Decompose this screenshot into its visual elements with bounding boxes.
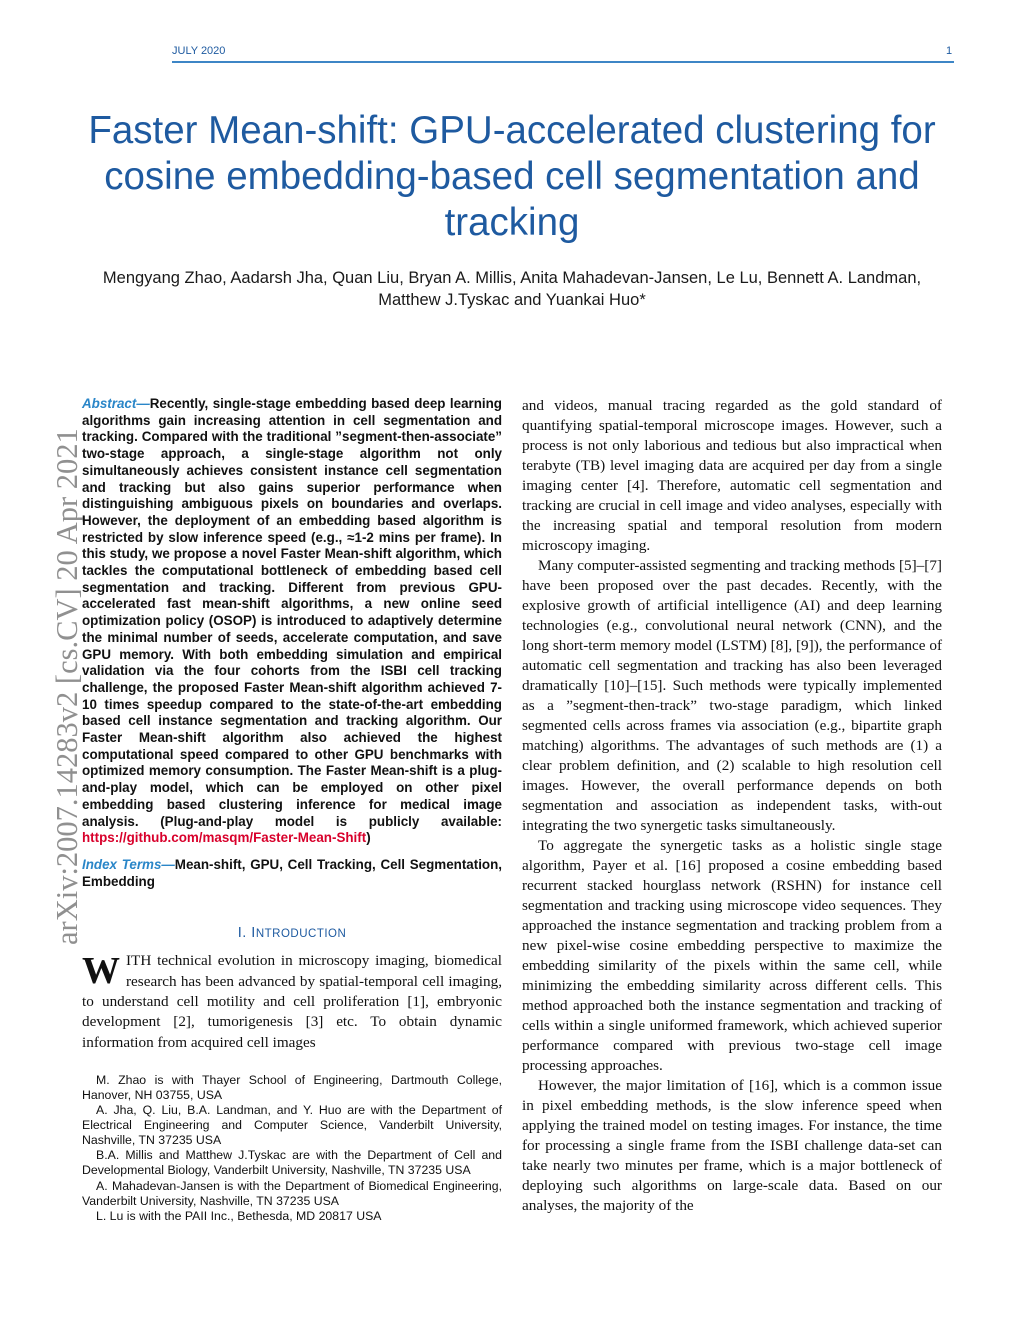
affiliation-footnotes [82,1073,502,1224]
left-column [82,396,502,1224]
abstract-text: Recently, single-stage embedding based deep learning algorithms gain increasing attention in cell segmentation and tracking. Compared with the traditional ”segment-then-associate” two-stage approach, a single-stage algorithm not only simultaneously achieves consistent instance cell segmentation and tracking but also gains superior performance when distinguishing ambiguous pixels on boundaries and overlaps. However, the deployment of an embedding based algorithm is restricted by slow inference speed (e.g., ≈1-2 mins per frame). In this study, we propose a novel Faster Mean-shift algorithm, which tackles the computational bottleneck of embedding based cell segmentation and tracking. Different from previous GPU-accelerated fast mean-shift algorithms, a new online seed optimization policy (OSOP) is introduced to adaptively determine the minimal number of seeds, accelerate computation, and save GPU memory. With both embedding simulation and empirical validation via the four cohorts from the ISBI cell tracking challenge, the proposed Faster Mean-shift algorithm achieved 7-10 times speedup compared to the state-of-the-art embedding based cell instance segmentation and tracking algorithm. Our Faster Mean-shift algorithm also achieved the highest computational speed compared to other GPU benchmarks with optimized memory consumption. The Faster Mean-shift is a plug-and-play model, which can be employed on other pixel embedding based clustering inference for medical image analysis. (Plug-and-play model is publicly available: [82,396,502,829]
body-paragraph: However, the major limitation of [16], which is a common issue in pixel embedding methods, is the slow inference speed when applying the trained model on testing images. For instance, the time for processing a single frame from the ISBI challenge data-set can take nearly two minutes per frame, which is a major bottleneck of deploying such algorithms on large-scale data. Based on our analyses, the majority of the [522,1077,942,1214]
body-paragraph: To aggregate the synergetic tasks as a holistic single stage algorithm, Payer et al. [16] proposed a cosine embedding based recurrent stacked hourglass network (RSHN) for instance cell segmentation and tracking using microscope video sequences. They approached the instance segmentation and tracking problem from a new pixel-wise cosine embedding perspective to maximize the embedding similarity of the pixels within the same cell, while minimizing the embedding similarity across different cells. This method approached both the instance segmentation and tracking of cells within a single uniformed framework, which achieved superior performance compared with previous two-stage cell image processing approaches. [522,837,942,1074]
abstract-label: Abstract— [82,396,150,411]
arxiv-stamp [30,360,84,945]
page-number: 1 [946,45,953,57]
section-title-initial: I [251,925,256,942]
arxiv-identifier: arXiv:2007.14283v2 [cs.CV] 20 Apr 2021 [50,428,84,945]
affiliation-note: B.A. Millis and Matthew J.Tyskac are with the Department of Cell and Developmental Biology, Vanderbilt University, Nashville, TN 37235 USA [82,1148,502,1178]
abstract-close: ) [366,830,371,846]
index-terms-label: Index Terms— [82,856,175,872]
section-heading-introduction [82,925,502,941]
index-terms [82,857,502,890]
author-list: Mengyang Zhao, Aadarsh Jha, Quan Liu, Bryan A. Millis, Anita Mahadevan-Jansen, Le Lu, Bennett A. Landman, Matthew J.Tyskac and Yuankai Huo* [102,269,922,309]
intro-text: ITH technical evolution in microscopy imaging, biomedical research has been advanced by spatial-temporal cell imaging, to understand cell motility and cell proliferation [1], embryonic development [2], tumorigenesis [3] etc. To obtain dynamic information from acquired cell images [82,952,502,1051]
github-link[interactable]: https://github.com/masqm/Faster-Mean-Shift [82,830,367,846]
drop-cap: W [82,950,120,993]
index-terms-text: Mean-shift, GPU, Cell Tracking, Cell Segmentation, Embedding [82,856,503,889]
header-rule [172,61,954,63]
section-number: I. [237,925,252,942]
affiliation-note: A. Mahadevan-Jansen is with the Department of Biomedical Engineering, Vanderbilt University, Nashville, TN 37235 USA [82,1178,502,1208]
affiliation-note: L. Lu is with the PAII Inc., Bethesda, MD 20817 USA [96,1208,382,1223]
intro-paragraph [82,951,502,1052]
body-paragraph: Many computer-assisted segmenting and tracking methods [5]–[7] have been proposed over the past decades. Recently, with the explosive growth of artificial intelligence (AI) and deep learning technologies (e.g., convolutional neural network (CNN), and the long short-term memory model (LSTM) [8], [9]), the performance of automatic cell segmentation and tracking has also been leveraged dramatically [10]–[15]. Such methods were typically implemented as a ”segment-then-track” two-stage paradigm, which linked segmented cells across frames via association (e.g., bipartite graph matching) algorithms. The advantages of such methods are (1) a clear problem definition, and (2) scalable to high resolution cell images. However, the overall performance depends on both segmentation and association as independent tasks, with-out integrating the two synergetic tasks simultaneously. [522,557,942,834]
paper-title: Faster Mean-shift: GPU-accelerated clustering for cosine embedding-based cell segmentation and tracking [88,109,936,244]
affiliation-note: M. Zhao is with Thayer School of Engineering, Dartmouth College, Hanover, NH 03755, USA [82,1072,502,1102]
running-header-date: JULY 2020 [172,45,226,57]
section-title-rest: NTRODUCTION [255,928,347,941]
affiliation-note: A. Jha, Q. Liu, B.A. Landman, and Y. Huo are with the Department of Electrical Engineering and Computer Science, Vanderbilt University, Nashville, TN 37235 USA [82,1103,502,1148]
right-column [522,396,942,1216]
abstract [82,396,502,847]
body-paragraph: and videos, manual tracing regarded as the gold standard of quantifying spatial-temporal microscope images. However, such a process is not only laborious and tedious but also impractical when terabyte (TB) level imaging data are acquired per day from a single imaging center [4]. Therefore, automatic cell segmentation and tracking are crucial in cell image and video analyses, especially with the increasing spatial and temporal resolution from modern microscopy imaging. [522,397,942,554]
